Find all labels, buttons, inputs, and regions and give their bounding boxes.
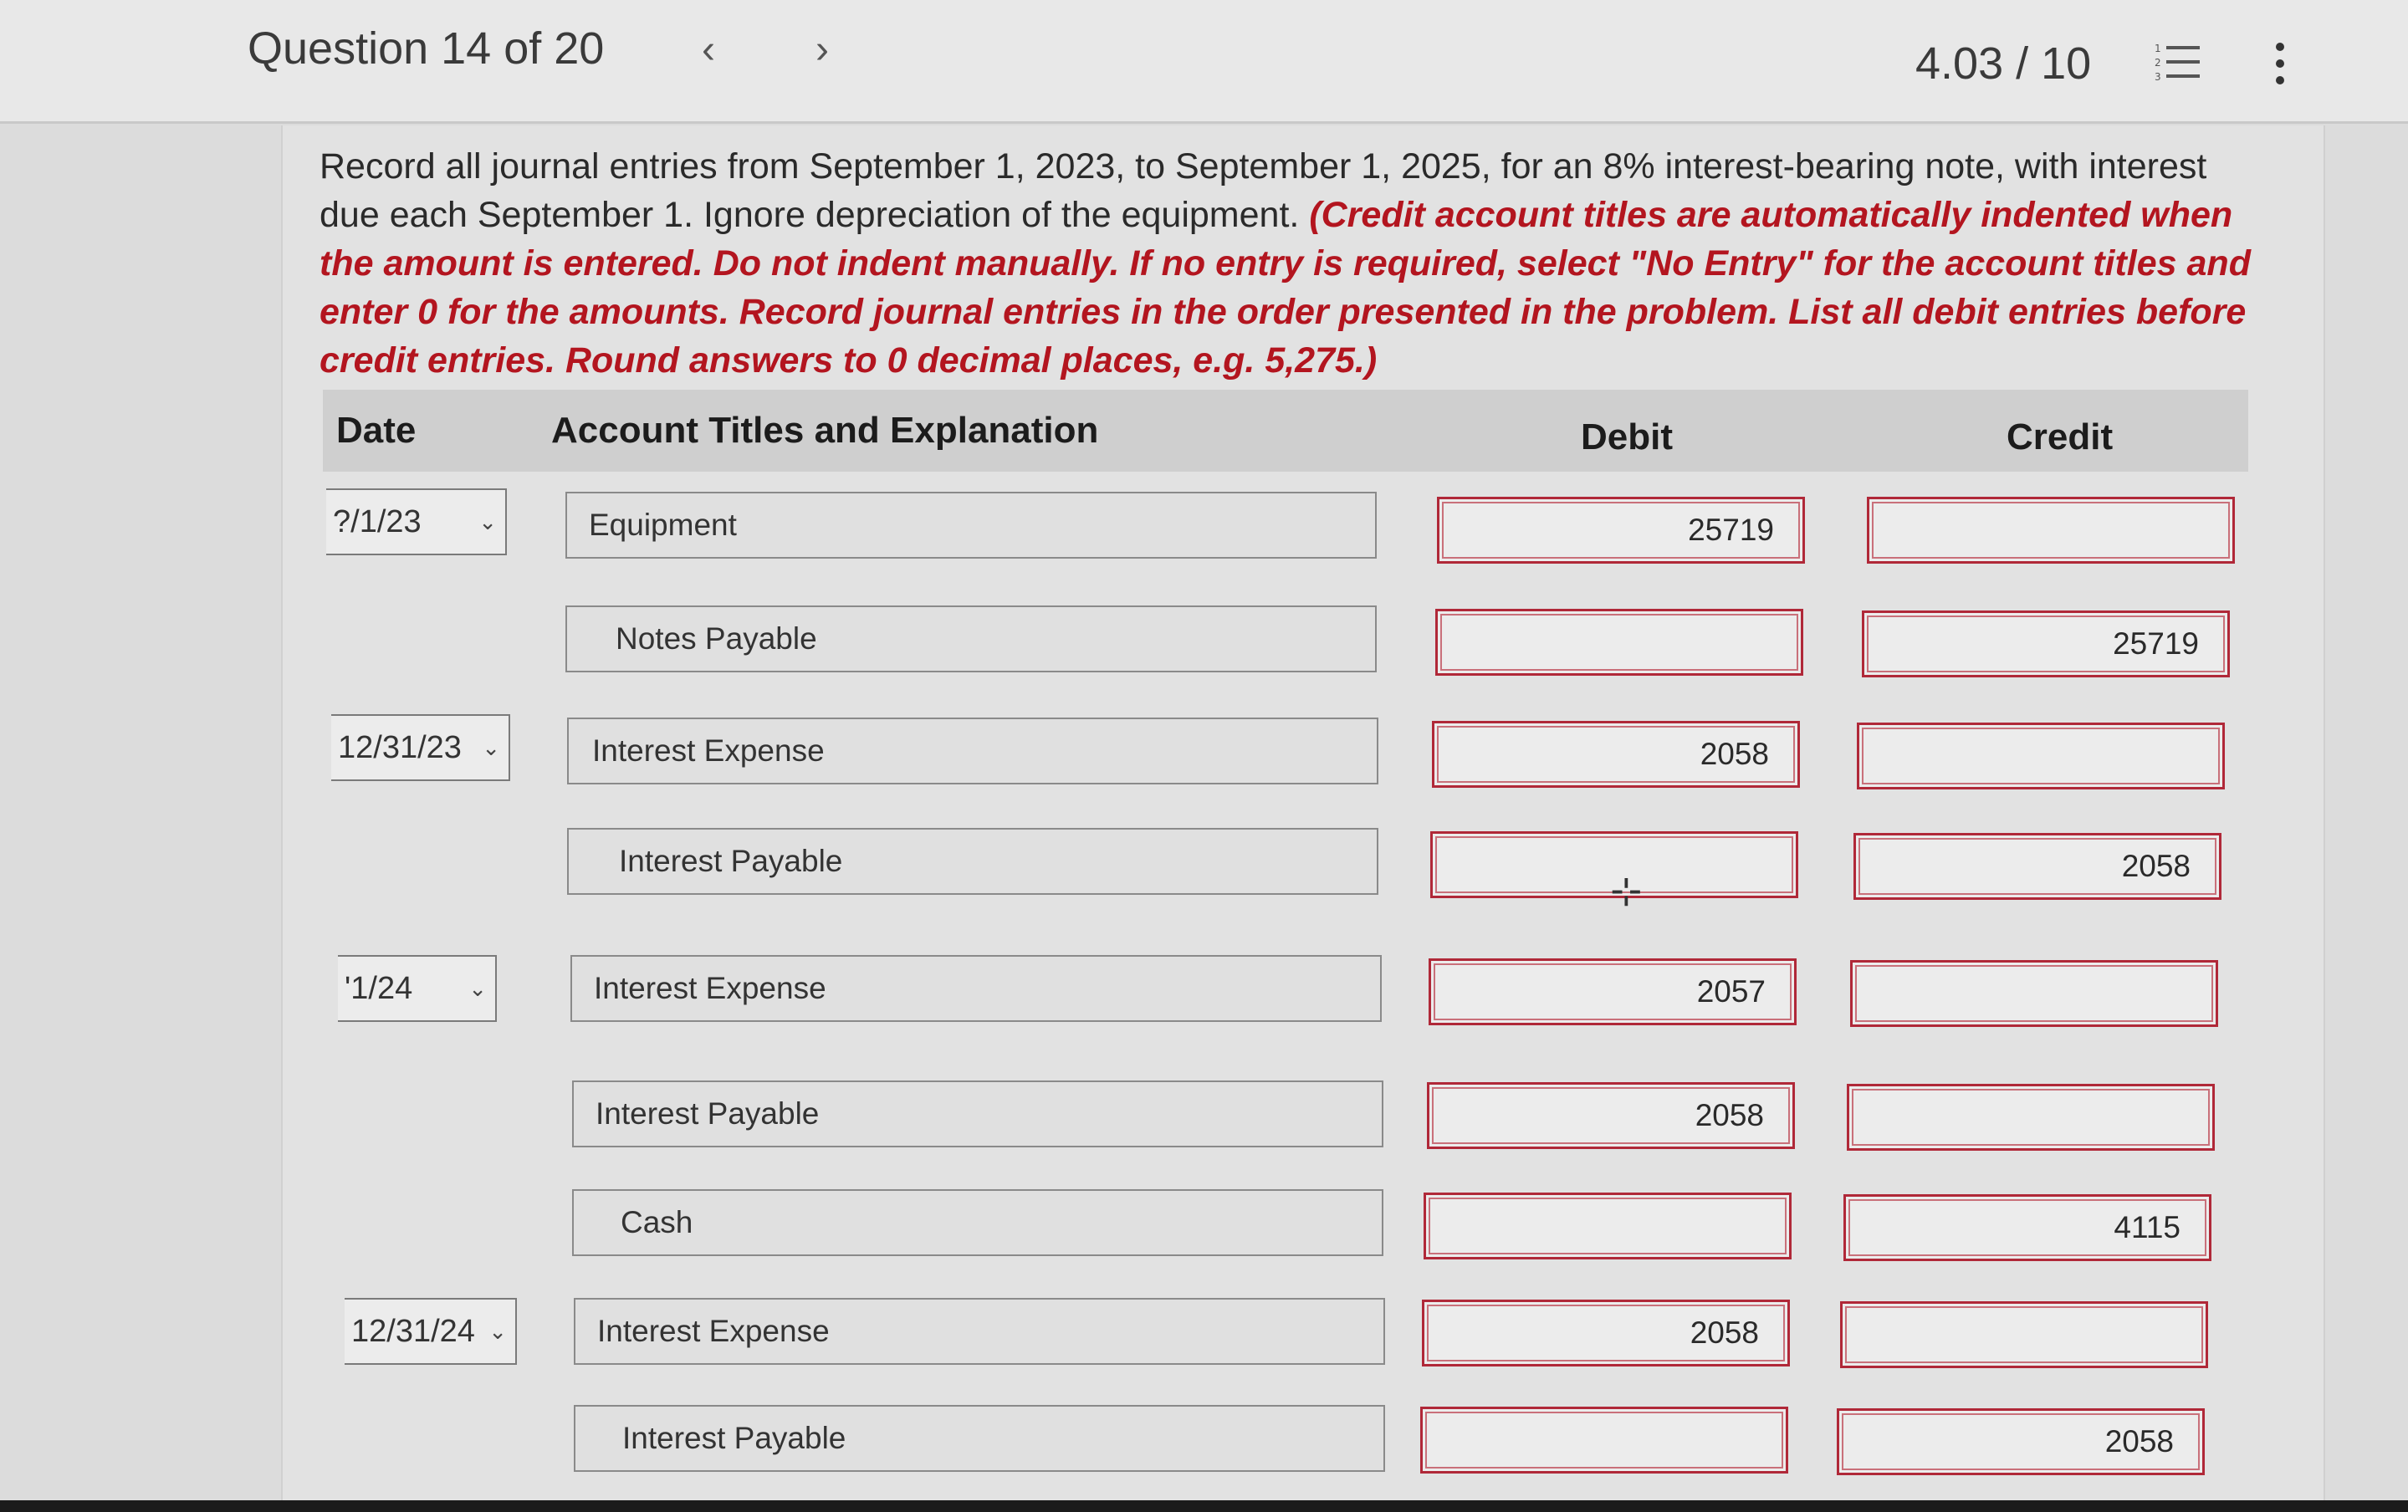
- chevron-down-icon: ⌄: [488, 1319, 507, 1344]
- numbered-list-icon: [2155, 42, 2203, 84]
- account-title-field[interactable]: Notes Payable: [565, 605, 1377, 672]
- debit-amount-field[interactable]: 2057: [1429, 958, 1797, 1025]
- credit-amount-field[interactable]: 2058: [1837, 1408, 2205, 1475]
- account-title-field[interactable]: Interest Payable: [574, 1405, 1385, 1472]
- question-header: [0, 0, 2408, 124]
- account-title-field[interactable]: Interest Payable: [567, 828, 1378, 895]
- chevron-left-icon: ‹: [702, 28, 715, 72]
- date-select-value: 12/31/23: [338, 730, 462, 765]
- prev-question-button[interactable]: [688, 25, 729, 75]
- debit-amount-field[interactable]: [1420, 1407, 1788, 1474]
- score-display: 4.03 / 10: [1915, 38, 2092, 89]
- instructions-note: (Credit account titles are automatically indented when the amount is entered. Do not indent manually. If no entry is required, select "No Entry" for the account titles and enter 0 for the amounts. Record journal entries in the order presented in the problem. List all debit entries before credit entries. Round answers to 0 decimal places, e.g. 5,275.): [320, 195, 2251, 381]
- svg-text:1: 1: [2155, 43, 2161, 54]
- date-select-value: ?/1/23: [333, 504, 422, 539]
- account-title-field[interactable]: Interest Payable: [572, 1080, 1383, 1147]
- more-options-button[interactable]: [2263, 38, 2297, 89]
- debit-amount-field[interactable]: 2058: [1432, 721, 1800, 788]
- svg-text:3: 3: [2155, 71, 2161, 83]
- account-title-field[interactable]: Interest Expense: [570, 955, 1382, 1022]
- debit-amount-field[interactable]: [1424, 1193, 1792, 1259]
- next-question-button[interactable]: [801, 25, 843, 75]
- debit-column-header: Debit: [1581, 416, 1673, 457]
- account-title-field[interactable]: Cash: [572, 1189, 1383, 1256]
- date-select[interactable]: [345, 1298, 517, 1365]
- date-select-value: '1/24: [345, 971, 413, 1006]
- instructions-main-text: Record all journal entries from September 1, 2023, to September 1, 2025, for an 8% interest-bearing note, with interest due each September 1. Ignore depreciation of the equipment.: [320, 146, 2207, 235]
- debit-amount-field[interactable]: [1435, 609, 1803, 676]
- question-instructions: [320, 142, 2268, 385]
- credit-amount-field[interactable]: [1867, 497, 2235, 564]
- chevron-right-icon: ›: [815, 28, 829, 72]
- screen-bezel: [0, 1500, 2408, 1512]
- date-select[interactable]: [331, 714, 510, 781]
- credit-column-header: Credit: [2007, 416, 2114, 457]
- chevron-down-icon: ⌄: [478, 509, 497, 534]
- svg-text:2: 2: [2155, 57, 2161, 69]
- question-list-button[interactable]: [2155, 42, 2203, 84]
- date-column-header: Date: [336, 410, 417, 451]
- credit-amount-field[interactable]: [1850, 960, 2218, 1027]
- credit-amount-field[interactable]: 25719: [1862, 610, 2230, 677]
- debit-amount-field[interactable]: 2058: [1422, 1300, 1790, 1366]
- account-title-field[interactable]: Interest Expense: [574, 1298, 1385, 1365]
- credit-amount-field[interactable]: [1847, 1084, 2215, 1151]
- question-counter: Question 14 of 20: [248, 23, 605, 74]
- account-title-field[interactable]: Equipment: [565, 492, 1377, 559]
- date-select-value: 12/31/24: [351, 1314, 475, 1349]
- account-column-header: Account Titles and Explanation: [551, 410, 1099, 451]
- credit-amount-field[interactable]: 2058: [1853, 833, 2221, 900]
- credit-amount-field[interactable]: 4115: [1843, 1194, 2211, 1261]
- journal-table-header: [323, 390, 2248, 472]
- chevron-down-icon: ⌄: [482, 735, 500, 760]
- date-select[interactable]: [338, 955, 497, 1022]
- text-cursor-icon: ⊹: [1610, 868, 1643, 913]
- account-title-field[interactable]: Interest Expense: [567, 718, 1378, 784]
- credit-amount-field[interactable]: [1840, 1301, 2208, 1368]
- credit-amount-field[interactable]: [1857, 723, 2225, 789]
- chevron-down-icon: ⌄: [468, 976, 487, 1001]
- vertical-ellipsis-icon: [2263, 38, 2297, 89]
- date-select[interactable]: [326, 488, 507, 555]
- debit-amount-field[interactable]: 25719: [1437, 497, 1805, 564]
- debit-amount-field[interactable]: 2058: [1427, 1082, 1795, 1149]
